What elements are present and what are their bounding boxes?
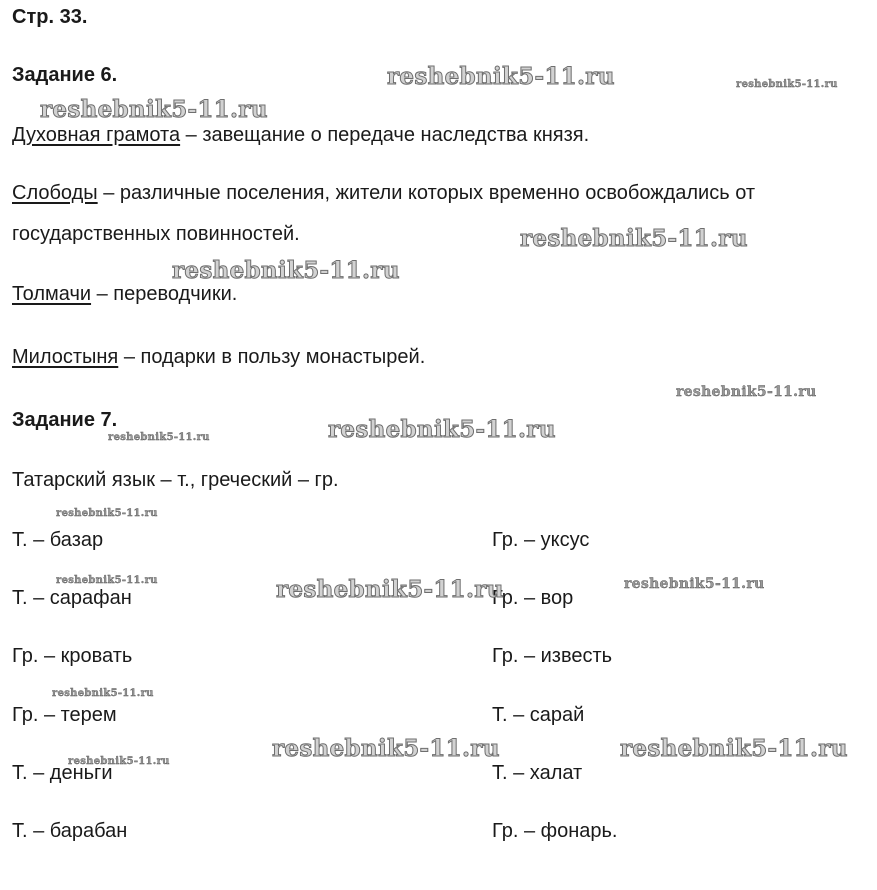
definition-tolmachi [12, 283, 237, 306]
definition-text: – различные поселения, жители которых временно освобождались от [97, 182, 756, 204]
task6-heading: Задание 6. [12, 64, 118, 86]
definition-text: – подарки в пользу монастырей. [118, 346, 426, 368]
definition-text: – переводчики. [91, 283, 238, 305]
watermark: reshebnik5-11.ru [272, 735, 500, 762]
watermark: reshebnik5-11.ru [68, 756, 170, 767]
definition-dukhovnaya-gramota [12, 124, 589, 147]
watermark: reshebnik5-11.ru [387, 63, 615, 90]
watermark: reshebnik5-11.ru [624, 576, 765, 592]
word-item: Т. – халат [492, 762, 583, 784]
watermark: reshebnik5-11.ru [328, 416, 556, 443]
word-item: Гр. – фонарь. [492, 820, 618, 842]
watermark: reshebnik5-11.ru [108, 432, 210, 443]
term-slobody: Слободы [12, 182, 98, 204]
word-item: Т. – сарай [492, 704, 585, 726]
word-item: Гр. – уксус [492, 529, 590, 551]
watermark: reshebnik5-11.ru [56, 575, 158, 586]
definition-slobody-continuation: государственных повинностей. [12, 223, 300, 245]
definition-slobody [12, 182, 755, 205]
definition-milostynya [12, 346, 425, 369]
word-item: Т. – барабан [12, 820, 128, 842]
watermark: reshebnik5-11.ru [52, 688, 154, 699]
word-item: Гр. – кровать [12, 645, 133, 667]
watermark: reshebnik5-11.ru [56, 508, 158, 519]
word-item: Т. – деньги [12, 762, 113, 784]
watermark: reshebnik5-11.ru [620, 735, 848, 762]
watermark: reshebnik5-11.ru [172, 257, 400, 284]
page-heading: Стр. 33. [12, 6, 88, 28]
watermark: reshebnik5-11.ru [276, 576, 504, 603]
watermark: reshebnik5-11.ru [676, 384, 817, 400]
task7-legend: Татарский язык – т., греческий – гр. [12, 469, 339, 491]
watermark: reshebnik5-11.ru [736, 79, 838, 90]
term-milostynya: Милостыня [12, 346, 119, 368]
word-item: Т. – базар [12, 529, 104, 551]
term-dukhovnaya-gramota: Духовная грамота [12, 124, 181, 146]
watermark: reshebnik5-11.ru [40, 96, 268, 123]
word-item: Гр. – терем [12, 704, 117, 726]
word-item: Гр. – известь [492, 645, 613, 667]
term-tolmachi: Толмачи [12, 283, 92, 305]
watermark: reshebnik5-11.ru [520, 225, 748, 252]
definition-text: – завещание о передаче наследства князя. [180, 124, 590, 146]
word-item: Гр. – вор [492, 587, 574, 609]
word-item: Т. – сарафан [12, 587, 132, 609]
task7-heading: Задание 7. [12, 409, 118, 431]
